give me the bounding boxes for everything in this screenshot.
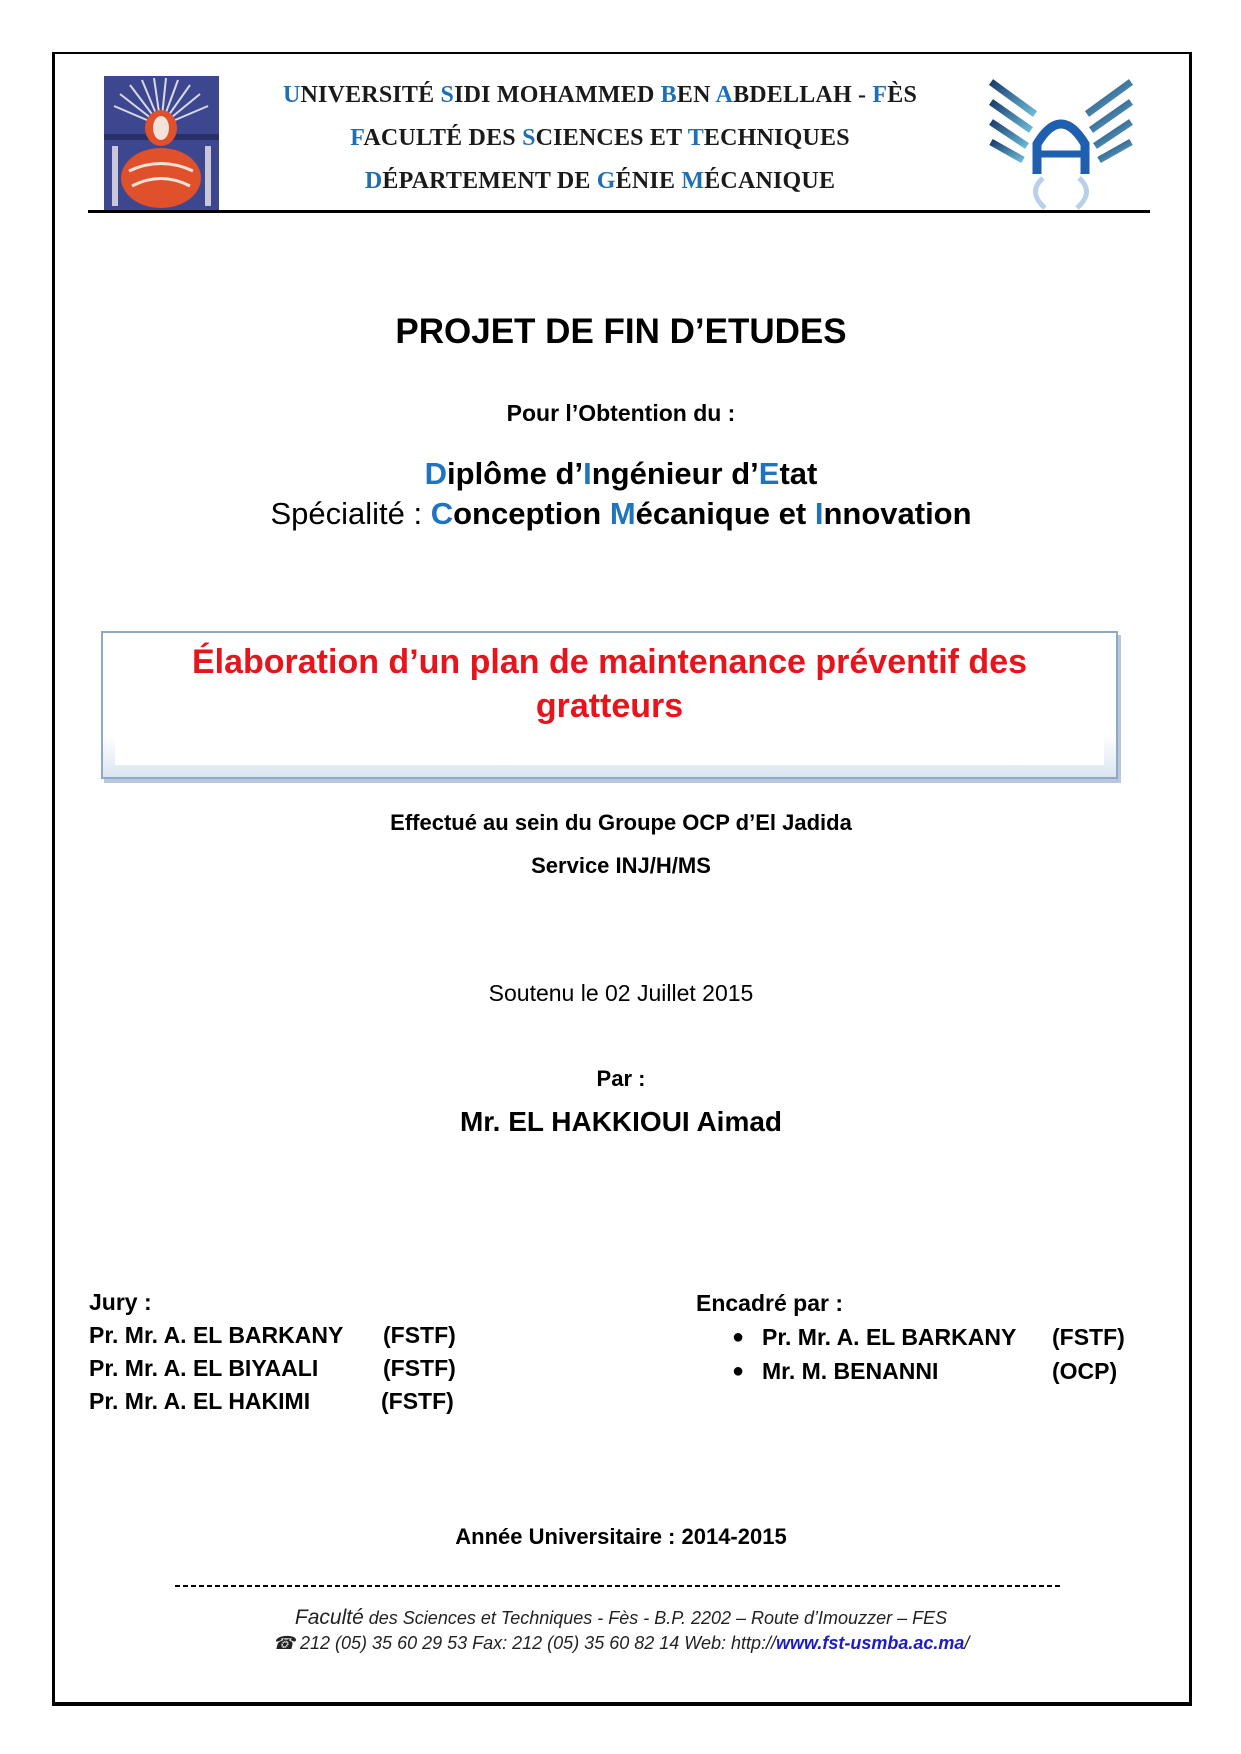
- bullet-icon: ●: [732, 1326, 745, 1348]
- diploma-title: Diplôme d’Ingénieur d’Etat: [424, 456, 818, 491]
- faculty-name: FACULTÉ DES SCIENCES ET TECHNIQUES: [350, 125, 850, 151]
- author-name: Mr. EL HAKKIOUI Aimad: [459, 1106, 783, 1137]
- obtention-label: Pour l’Obtention du :: [506, 400, 736, 426]
- academic-year: Année Universitaire : 2014-2015: [455, 1524, 787, 1549]
- institution-header: [230, 74, 970, 203]
- emblem-icon: [104, 76, 219, 210]
- jury-member: Pr. Mr. A. EL BARKANY (FSTF): [89, 1322, 456, 1348]
- defense-date: Soutenu le 02 Juillet 2015: [488, 980, 754, 1006]
- department-name: DÉPARTEMENT DE GÉNIE MÉCANIQUE: [364, 168, 836, 194]
- page-border: [52, 52, 1191, 1706]
- service-name: Service INJ/H/MS: [531, 853, 711, 878]
- footer-address: Faculté des Sciences et Techniques - Fès - B.P. 2202 – Route d’Imouzzer – FES: [294, 1606, 948, 1629]
- by-label: Par :: [596, 1066, 646, 1091]
- university-name: UNIVERSITÉ SIDI MOHAMMED BEN ABDELLAH - FÈS: [282, 82, 918, 108]
- fst-fes-logo: [987, 74, 1135, 210]
- university-emblem-logo: [104, 76, 219, 210]
- supervisors-label: Encadré par :: [696, 1290, 843, 1316]
- footer-dashed-divider: [175, 1585, 1060, 1587]
- supervisor-item: ● Mr. M. BENANNI (OCP): [696, 1354, 1125, 1388]
- supervisor-item: ● Pr. Mr. A. EL BARKANY (FSTF): [696, 1320, 1125, 1354]
- host-company: Effectué au sein du Groupe OCP d’El Jadida: [390, 810, 852, 835]
- fst-logo-icon: [987, 74, 1135, 210]
- phone-icon: ☎: [272, 1633, 295, 1653]
- thesis-title: Élaboration d’un plan de maintenance préventif des gratteurs: [191, 643, 1028, 725]
- header-divider: [88, 210, 1150, 213]
- jury-member: Pr. Mr. A. EL HAKIMI (FSTF): [89, 1388, 454, 1414]
- project-title: PROJET DE FIN D’ETUDES: [395, 312, 847, 351]
- speciality-label: Spécialité :: [270, 496, 431, 531]
- jury-label: Jury :: [89, 1289, 152, 1315]
- jury-member: Pr. Mr. A. EL BIYAALI (FSTF): [89, 1355, 456, 1381]
- footer-contact: ☎ 212 (05) 35 60 29 53 Fax: 212 (05) 35 60 82 14 Web: http://www.fst-usmba.ac.ma/: [272, 1633, 970, 1653]
- jury-section: [89, 1286, 456, 1418]
- supervisors-section: [696, 1286, 1125, 1388]
- page-border-double-line: [1190, 52, 1192, 1706]
- speciality: Spécialité : Conception Mécanique et Innovation: [270, 496, 972, 531]
- thesis-title-box: [101, 631, 1118, 779]
- website-link[interactable]: www.fst-usmba.ac.ma: [776, 1633, 965, 1653]
- bullet-icon: ●: [732, 1360, 745, 1382]
